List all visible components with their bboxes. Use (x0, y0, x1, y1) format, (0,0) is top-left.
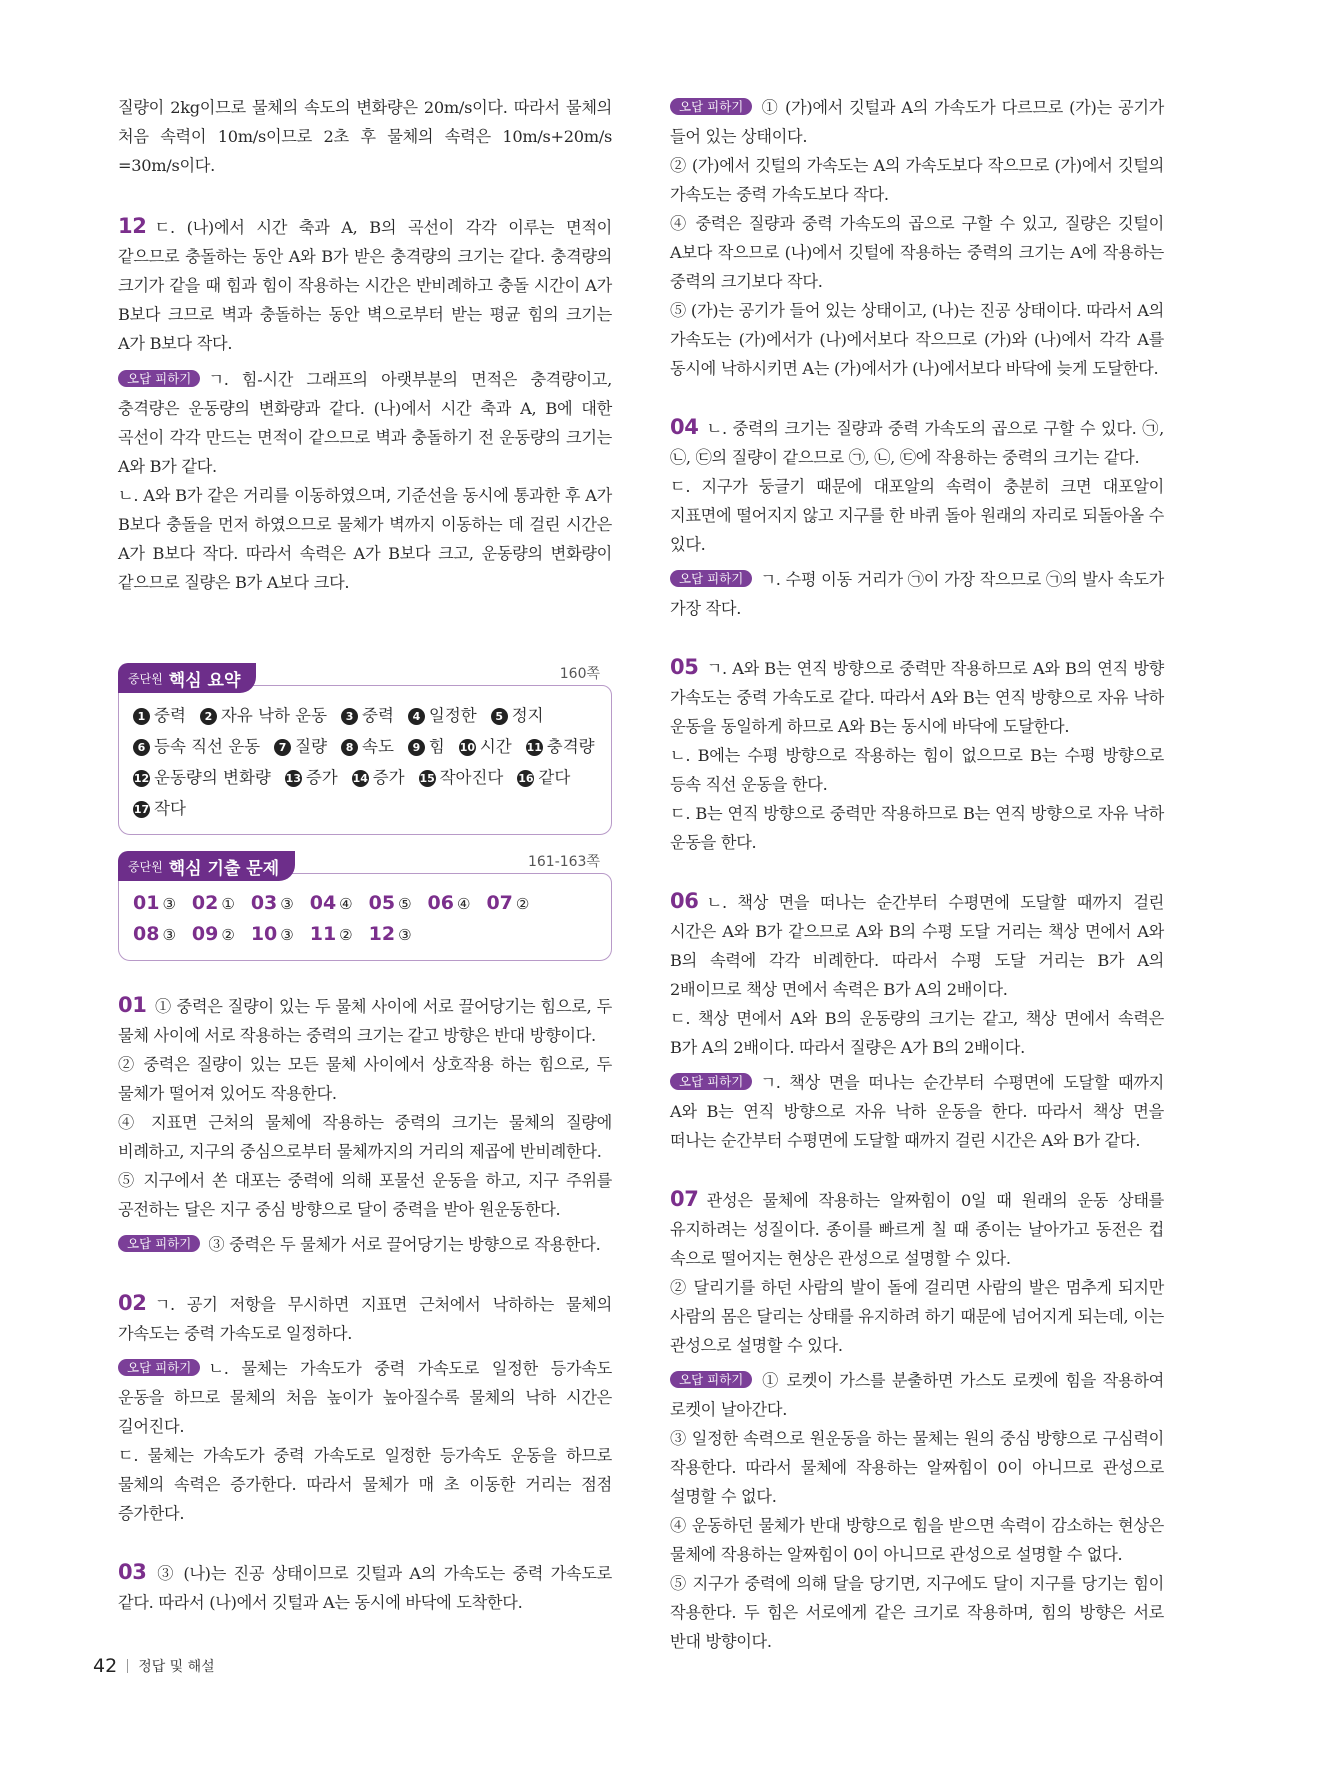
answer-choice: ② (515, 895, 530, 913)
explanation-text: ① 중력은 질량이 있는 두 물체 사이에 서로 끌어당기는 힘으로, 두 물체 사이에 서로 작용하는 중력의 크기는 같고 방향은 반대 방향이다. (118, 997, 612, 1045)
wrong-explanation: ⑤ 지구가 중력에 의해 달을 당기면, 지구에도 달이 지구를 당기는 힘이 작용한다. 두 힘은 서로에게 같은 크기로 작용하며, 힘의 방향은 서로 반대 방향이다. (670, 1574, 1164, 1651)
keyword-number: 11 (526, 741, 542, 754)
wrong-explanation: ㄱ. 수평 이동 거리가 ㉠이 가장 작으므로 ㉠의 발사 속도가 가장 작다. (670, 570, 1164, 618)
answer-item (251, 888, 294, 919)
wrong-explanation: ② (가)에서 깃털의 가속도는 A의 가속도보다 작으므로 (가)에서 깃털의 가속도는 중력 가속도보다 작다. (670, 156, 1164, 204)
explanation-text: ㄴ. B에는 수평 방향으로 작용하는 힘이 없으므로 B는 수평 방향으로 등속 직선 운동을 한다. (670, 746, 1164, 794)
wrong-explanation: ㄴ. 물체는 가속도가 중력 가속도로 일정한 등가속도 운동을 하므로 물체의 처음 높이가 높아질수록 물체의 낙하 시간은 길어진다. (118, 1359, 612, 1436)
keyword-item (352, 762, 405, 793)
keyword-text: 작다 (154, 799, 186, 818)
keyword-number: 13 (285, 772, 301, 785)
wrong-explanation: ㄱ. 책상 면을 떠나는 순간부터 수평면에 도달할 때까지 A와 B는 연직 방향으로 자유 낙하 운동을 한다. 따라서 책상 면을 떠나는 순간부터 수평면에 도달할 때까지 걸린 시간은 A와 B가 같다. (670, 1073, 1164, 1150)
summary-box (118, 663, 612, 835)
keyword-text: 힘 (428, 737, 445, 756)
intro-text: 질량이 2kg이므로 물체의 속도의 변화량은 20m/s이다. 따라서 물체의 처음 속력이 10m/s이므로 2초 후 물체의 속력은 10m/s+20m/s =30m/s이다. (118, 98, 612, 175)
answer-item (369, 919, 412, 950)
wrong-explanation: ④ 운동하던 물체가 반대 방향으로 힘을 받으면 속력이 감소하는 현상은 물체에 작용하는 알짜힘이 0이 아니므로 관성으로 설명할 수 없다. (670, 1516, 1164, 1564)
keyword-number: 9 (408, 739, 425, 756)
keyword-item (526, 731, 595, 762)
explanation-text: ⑤ 지구에서 쏜 대포는 중력에 의해 포물선 운동을 하고, 지구 주위를 공전하는 달은 지구 중심 방향으로 달이 중력을 받아 원운동한다. (118, 1171, 612, 1219)
answer-03-continued (670, 93, 1164, 383)
answer-question-number: 05 (368, 892, 396, 914)
right-column (670, 93, 1164, 1656)
wrong-explanation: ① 로켓이 가스를 분출하면 가스도 로켓에 힘을 작용하여 로켓이 날아간다. (670, 1371, 1164, 1419)
keyword-number: 17 (133, 803, 150, 816)
question-number: 07 (670, 1187, 699, 1211)
keyword-text: 일정한 (428, 706, 477, 725)
question-number: 12 (118, 214, 147, 238)
answer-question-number: 06 (427, 892, 454, 914)
keyword-text: 등속 직선 운동 (154, 737, 261, 756)
keyword-number: 2 (200, 708, 217, 725)
exam-header (118, 851, 295, 881)
wrong-explanation: ③ 중력은 두 물체가 서로 끌어당기는 방향으로 작용한다. (208, 1235, 601, 1254)
explanation-text: ㄷ. B는 연직 방향으로 중력만 작용하므로 B는 연직 방향으로 자유 낙하 운동을 한다. (670, 804, 1164, 852)
answer-item (133, 919, 176, 950)
answer-choice: ④ (339, 895, 353, 913)
keyword-number: 6 (133, 739, 150, 756)
answer-item (369, 888, 412, 919)
keyword-number: 1 (133, 708, 150, 725)
page-ref: 160쪽 (559, 666, 600, 682)
answer-choice: ⑤ (398, 895, 412, 913)
keyword-text: 운동량의 변화량 (154, 768, 271, 787)
answer-item (486, 888, 529, 919)
wrong-answer-tag: 오답 피하기 (670, 570, 752, 587)
question-number: 05 (670, 655, 699, 679)
keyword-number: 15 (419, 772, 435, 785)
wrong-explanation: ㄱ. 힘-시간 그래프의 아랫부분의 면적은 충격량이고, 충격량은 운동량의 변화량과 같다. (나)에서 시간 축과 A, B에 대한 곡선이 각각 만드는 면적이 같으므로 벽과 충돌하기 전 운동량의 크기는 A와 B가 같다. (118, 370, 612, 476)
keyword-item (341, 700, 394, 731)
answer-item (428, 888, 471, 919)
keyword-item (133, 700, 186, 731)
answer-item (192, 888, 235, 919)
answer-item (192, 919, 235, 950)
keyword-number: 14 (352, 772, 368, 785)
keyword-text: 속도 (362, 737, 394, 756)
answer-04 (670, 413, 1164, 623)
answer-choice: ③ (280, 895, 294, 913)
answer-line (133, 919, 597, 950)
header-title: 핵심 기출 문제 (168, 858, 280, 879)
answer-07 (670, 1185, 1164, 1656)
wrong-explanation: ㄴ. A와 B가 같은 거리를 이동하였으며, 기준선을 동시에 통과한 후 A가 B보다 충돌을 먼저 하였으므로 물체가 벽까지 이동하는 데 걸린 시간은 A가 B보다 작다. 따라서 속력은 A가 B보다 크고, 운동량의 변화량이 같으므로 질량은 B가 A보다 크다. (118, 486, 612, 592)
keyword-line (133, 731, 597, 762)
keyword-line (133, 793, 597, 824)
keyword-text: 질량 (295, 737, 328, 756)
wrong-explanation: ⑤ (가)는 공기가 들어 있는 상태이고, (나)는 진공 상태이다. 따라서 A의 가속도는 (가)에서가 (나)에서보다 작으므로 (가)와 (나)에서 각각 A를 동시에 낙하시키면 A는 (가)에서가 (나)에서보다 바닥에 늦게 도달한다. (670, 301, 1164, 378)
explanation-text: ② 달리기를 하던 사람의 발이 돌에 걸리면 사람의 발은 멈추게 되지만 사람의 몸은 달리는 상태를 유지하려 하기 때문에 넘어지게 되는데, 이는 관성으로 설명할 수 있다. (670, 1278, 1164, 1355)
keyword-text: 증가 (372, 768, 405, 787)
summary-header (118, 663, 256, 693)
keyword-number: 8 (341, 739, 358, 756)
keyword-item (133, 731, 260, 762)
footer-divider (127, 1659, 128, 1673)
answer-choice: ③ (162, 926, 176, 944)
answer-06 (670, 887, 1164, 1155)
keyword-text: 같다 (538, 768, 571, 787)
keyword-number: 12 (133, 772, 150, 785)
exam-answers (118, 873, 612, 961)
explanation-text: ㄴ. 책상 면을 떠나는 순간부터 수평면에 도달할 때까지 걸린 시간은 A와 B가 같으므로 A와 B의 수평 도달 거리는 책상 면에서 A와 B의 속력에 각각 비례한다. 따라서 수평 도달 거리는 B가 A의 2배이므로 책상 면에서 속력은 B가 A의 2배이다. (670, 893, 1164, 999)
left-column (118, 93, 612, 1617)
wrong-explanation: ㄷ. 물체는 가속도가 중력 가속도로 일정한 등가속도 운동을 하므로 물체의 속력은 증가한다. 따라서 물체가 매 초 이동한 거리는 점점 증가한다. (118, 1446, 612, 1523)
answer-12 (118, 212, 612, 597)
answer-01 (118, 991, 612, 1259)
answer-question-number: 12 (368, 923, 396, 945)
keyword-text: 시간 (479, 737, 512, 756)
explanation-text: ㄴ. 중력의 크기는 질량과 중력 가속도의 곱으로 구할 수 있다. ㉠, ㉡, ㉢의 질량이 같으므로 ㉠, ㉡, ㉢에 작용하는 중력의 크기는 같다. (670, 419, 1164, 467)
keyword-text: 증가 (305, 768, 338, 787)
explanation-text: ③ (나)는 진공 상태이므로 깃털과 A의 가속도는 중력 가속도로 같다. 따라서 (나)에서 깃털과 A는 동시에 바닥에 도착한다. (118, 1564, 612, 1612)
wrong-answer-tag: 오답 피하기 (118, 370, 200, 387)
keyword-item (274, 731, 327, 762)
keyword-text: 작아진다 (439, 768, 504, 787)
explanation-text: ④ 지표면 근처의 물체에 작용하는 중력의 크기는 물체의 질량에 비례하고, 지구의 중심으로부터 물체까지의 거리의 제곱에 반비례한다. (118, 1113, 612, 1161)
answer-choice: ③ (162, 895, 176, 913)
explanation-text: ② 중력은 질량이 있는 모든 물체 사이에서 상호작용 하는 힘으로, 두 물체가 떨어져 있어도 작용한다. (118, 1055, 612, 1103)
question-number: 04 (670, 415, 699, 439)
answer-question-number: 02 (191, 892, 219, 914)
keyword-number: 7 (274, 739, 291, 756)
question-number: 01 (118, 993, 147, 1017)
footer-label: 정답 및 해설 (138, 1659, 215, 1675)
page-footer (93, 1655, 215, 1677)
keyword-line (133, 700, 597, 731)
keyword-item (285, 762, 338, 793)
answer-choice: ② (221, 926, 235, 944)
answer-03 (118, 1558, 612, 1617)
keyword-line (133, 762, 597, 793)
answer-question-number: 11 (309, 923, 337, 945)
keyword-item (491, 700, 544, 731)
explanation-text: ㄷ. (나)에서 시간 축과 A, B의 곡선이 각각 이루는 면적이 같으므로 충돌하는 동안 A와 B가 받은 충격량의 크기는 같다. 충격량의 크기가 같을 때 힘과 힘이 작용하는 시간은 반비례하고 충돌 시간이 A가 B보다 크므로 벽과 충돌하는 동안 벽으로부터 받는 평균 힘의 크기는 A가 B보다 작다. (118, 218, 612, 353)
explanation-text: ㄷ. 책상 면에서 A와 B의 운동량의 크기는 같고, 책상 면에서 속력은 B가 A의 2배이다. 따라서 질량은 A가 B의 2배이다. (670, 1009, 1164, 1057)
question-number: 06 (670, 889, 699, 913)
keyword-item (133, 762, 271, 793)
answer-item (251, 919, 294, 950)
keyword-item (133, 793, 186, 824)
answer-question-number: 09 (191, 923, 219, 945)
answer-choice: ② (339, 926, 353, 944)
keyword-item (459, 731, 512, 762)
explanation-text: ㄷ. 지구가 둥글기 때문에 대포알의 속력이 충분히 크면 대포알이 지표면에 떨어지지 않고 지구를 한 바퀴 돌아 원래의 자리로 되돌아올 수 있다. (670, 477, 1164, 554)
keyword-text: 충격량 (546, 737, 595, 756)
explanation-text: ㄱ. 공기 저항을 무시하면 지표면 근처에서 낙하하는 물체의 가속도는 중력 가속도로 일정하다. (118, 1295, 612, 1343)
wrong-answer-tag: 오답 피하기 (670, 98, 752, 115)
explanation-text: 관성은 물체에 작용하는 알짜힘이 0일 때 원래의 운동 상태를 유지하려는 성질이다. 종이를 빠르게 칠 때 종이는 날아가고 동전은 컵 속으로 떨어지는 현상은 관성으로 설명할 수 있다. (670, 1191, 1164, 1268)
wrong-answer-tag: 오답 피하기 (670, 1073, 752, 1090)
keyword-item (419, 762, 504, 793)
keyword-text: 자유 낙하 운동 (220, 706, 328, 725)
answer-question-number: 07 (486, 892, 513, 914)
answer-question-number: 10 (250, 923, 278, 945)
page-number: 42 (93, 1655, 118, 1677)
wrong-explanation: ④ 중력은 질량과 중력 가속도의 곱으로 구할 수 있고, 질량은 깃털이 A보다 작으므로 (나)에서 깃털에 작용하는 중력의 크기는 A에 작용하는 중력의 크기보다 작다. (670, 214, 1164, 291)
summary-keywords (118, 685, 612, 835)
answer-item (310, 888, 353, 919)
answer-item (310, 919, 353, 950)
keyword-number: 4 (408, 708, 425, 725)
answer-choice: ③ (398, 926, 412, 944)
wrong-answer-tag: 오답 피하기 (118, 1235, 200, 1252)
page-ref: 161-163쪽 (527, 854, 600, 870)
keyword-item (517, 762, 570, 793)
wrong-answer-tag: 오답 피하기 (670, 1371, 752, 1388)
answer-02 (118, 1289, 612, 1528)
answer-question-number: 08 (133, 923, 160, 945)
answer-05 (670, 653, 1164, 857)
explanation-text: ㄱ. A와 B는 연직 방향으로 중력만 작용하므로 A와 B의 연직 방향 가속도는 중력 가속도로 같다. 따라서 A와 B는 연직 방향으로 자유 낙하 운동을 동일하게 하므로 A와 B는 동시에 바닥에 도달한다. (670, 659, 1164, 736)
wrong-explanation: ③ 일정한 속력으로 원운동을 하는 물체는 원의 중심 방향으로 구심력이 작용한다. 따라서 물체에 작용하는 알짜힘이 0이 아니므로 관성으로 설명할 수 없다. (670, 1429, 1164, 1506)
question-number: 03 (118, 1560, 147, 1584)
header-title: 핵심 요약 (168, 670, 241, 691)
keyword-text: 중력 (154, 706, 186, 725)
keyword-item (408, 700, 477, 731)
answer-choice: ③ (280, 926, 294, 944)
answer-question-number: 01 (133, 892, 160, 914)
keyword-number: 10 (459, 741, 476, 754)
answer-line (133, 888, 597, 919)
keyword-text: 중력 (362, 706, 394, 725)
keyword-item (200, 700, 327, 731)
keyword-number: 3 (341, 708, 358, 725)
wrong-explanation: ① (가)에서 깃털과 A의 가속도가 다르므로 (가)는 공기가 들어 있는 상태이다. (670, 98, 1164, 146)
answer-item (133, 888, 176, 919)
keyword-item (408, 731, 445, 762)
keyword-item (341, 731, 394, 762)
question-number: 02 (118, 1291, 147, 1315)
answer-choice: ① (221, 895, 235, 913)
header-small-label: 중단원 (128, 671, 163, 686)
answer-choice: ④ (456, 895, 471, 913)
keyword-number: 16 (518, 772, 534, 785)
wrong-answer-tag: 오답 피하기 (118, 1359, 200, 1376)
answer-question-number: 04 (309, 892, 337, 914)
keyword-text: 정지 (511, 706, 544, 725)
keyword-number: 5 (491, 708, 508, 725)
answer-question-number: 03 (250, 892, 278, 914)
exam-box (118, 851, 612, 961)
header-small-label: 중단원 (128, 859, 163, 874)
